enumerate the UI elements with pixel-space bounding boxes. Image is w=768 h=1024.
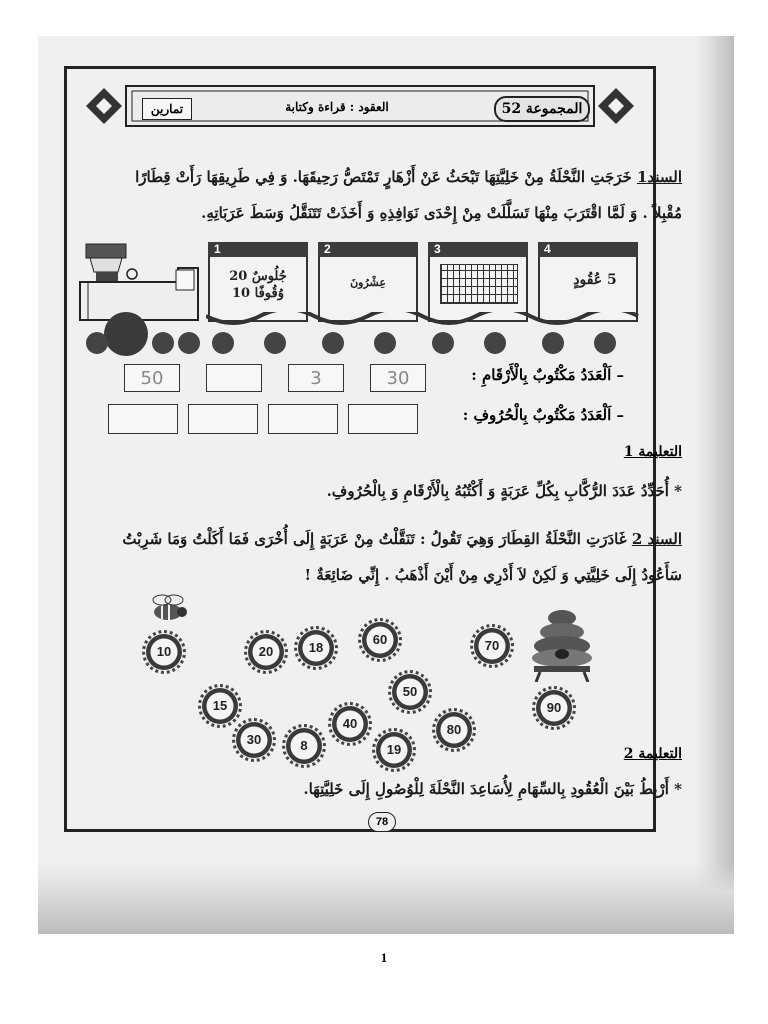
group-label: المجموعة 52	[494, 96, 590, 122]
page-title: العقود : قراءة وكتابة	[285, 100, 389, 114]
sanad1-line1	[90, 168, 682, 186]
letters-row-label: – اَلْعَدَدُ مَكْتُوبٌ بِالْحُرُوفِ :	[462, 406, 624, 424]
number-flower[interactable]: 30	[236, 722, 272, 758]
number-flower[interactable]: 90	[536, 690, 572, 726]
loco-wheel	[178, 332, 200, 354]
car-wheel	[542, 332, 564, 354]
sanad2-text-1: غَادَرَتِ النَّحْلَةُ القِطَارَ وَهِيَ تَقُولُ : تَنَقَّلْتُ مِنْ عَرَبَةٍ إِلَى أُخْرَى فَمَا أَكَلْتُ وَمَا شَرِبْتُ	[122, 530, 627, 548]
bee-icon	[142, 592, 192, 626]
car-wheel	[594, 332, 616, 354]
sheet-page-number: 78	[368, 812, 396, 832]
car-4-passengers: 5 عُقُودٍ	[573, 272, 617, 288]
answer-box-letters[interactable]	[108, 404, 178, 434]
beehive-icon	[522, 604, 602, 682]
loco-wheel	[152, 332, 174, 354]
car-number: 2	[318, 242, 418, 257]
car-wheel	[264, 332, 286, 354]
train-car-1	[208, 242, 308, 322]
talima1-label: التعليمة 1	[623, 444, 682, 460]
number-flower[interactable]: 80	[436, 712, 472, 748]
number-flower[interactable]: 19	[376, 732, 412, 768]
train-car-2	[318, 242, 418, 322]
answer-box-letters[interactable]	[188, 404, 258, 434]
train-car-4	[538, 242, 638, 322]
talima2-text: * أَرْبِطُ بَيْنَ الْعُقُودِ بِالسِّهَامِ لِأُسَاعِدَ النَّحْلَةَ لِلْوُصُولِ إِلَى خَلِيَّتِهَا.	[303, 780, 682, 798]
train-car-3	[428, 242, 528, 322]
digits-row-label: – اَلْعَدَدُ مَكْتُوبٌ بِالْأَرْقَامِ :	[471, 366, 624, 384]
sanad1-label: السند1	[637, 168, 682, 186]
answer-box-digits[interactable]: 50	[124, 364, 180, 392]
car-wheel	[212, 332, 234, 354]
car-wheel	[484, 332, 506, 354]
answer-box-digits[interactable]	[206, 364, 262, 392]
car-1-passengers: جُلُوسٌ 20 وُقُوفًا 10	[229, 269, 287, 301]
car-number: 4	[538, 242, 638, 257]
page-number: 1	[380, 950, 388, 965]
sanad1-text-1: خَرَجَتِ النَّحْلَةُ مِنْ خَلِيَّتِهَا تَبْحَثُ عَنْ أَزْهَارٍ تَمْتَصُّ رَحِيقَهَا. وَ فِي طَرِيقِهَا رَأَتْ قِطَارًا	[135, 168, 632, 186]
sanad1-line2: مُقْبِلاً . وَ لَمَّا اقْتَرَبَ مِنْهَا تَسَلَّلَتْ مِنْ إِحْدَى نَوَافِذِهِ وَ أَخَذَتْ تَتَنَقَّلُ وَسَطَ عَرَبَاتِهِ.	[201, 204, 682, 222]
answer-box-digits[interactable]: 30	[370, 364, 426, 392]
train-skirt	[206, 312, 642, 330]
car-wheel	[374, 332, 396, 354]
header-badge: تمارين	[142, 98, 192, 120]
talima1-text: * أُحَدِّدُ عَدَدَ الرُّكَّابِ بِكُلِّ عَرَبَةٍ وَ أَكْتُبُهُ بِالْأَرْقَامِ وَ بِالْحُرُوفِ.	[326, 482, 682, 500]
number-flower[interactable]: 20	[248, 634, 284, 670]
loco-wheel	[86, 332, 108, 354]
number-flower[interactable]: 60	[362, 622, 398, 658]
answer-box-letters[interactable]	[348, 404, 418, 434]
car-number: 1	[208, 242, 308, 257]
number-flower[interactable]: 70	[474, 628, 510, 664]
number-flower[interactable]: 50	[392, 674, 428, 710]
sanad2-label: السند 2	[631, 530, 682, 548]
number-flower[interactable]: 15	[202, 688, 238, 724]
talima2-label: التعليمة 2	[623, 746, 682, 762]
car-2-passengers: عِشْرُونَ	[350, 276, 386, 289]
answer-box-letters[interactable]	[268, 404, 338, 434]
car-number: 3	[428, 242, 528, 257]
sanad2-line2: سَأَعُودُ إِلَى خَلِيَّتِي وَ لَكِنْ لاَ أَدْرِي مِنْ أَيْنَ أَذْهَبُ . إِنِّي ضَائِعَةٌ !	[304, 566, 682, 584]
answer-box-digits[interactable]: 3	[288, 364, 344, 392]
number-flower[interactable]: 8	[286, 728, 322, 764]
page-shadow-right	[694, 36, 734, 934]
car-wheel	[322, 332, 344, 354]
car-wheel	[432, 332, 454, 354]
number-flower[interactable]: 10	[146, 634, 182, 670]
number-flower[interactable]: 40	[332, 706, 368, 742]
loco-wheel-big	[104, 312, 148, 356]
number-flower[interactable]: 18	[298, 630, 334, 666]
passenger-grid	[440, 264, 518, 304]
page-shadow-bottom	[38, 864, 734, 934]
sanad2-line1	[90, 530, 682, 548]
